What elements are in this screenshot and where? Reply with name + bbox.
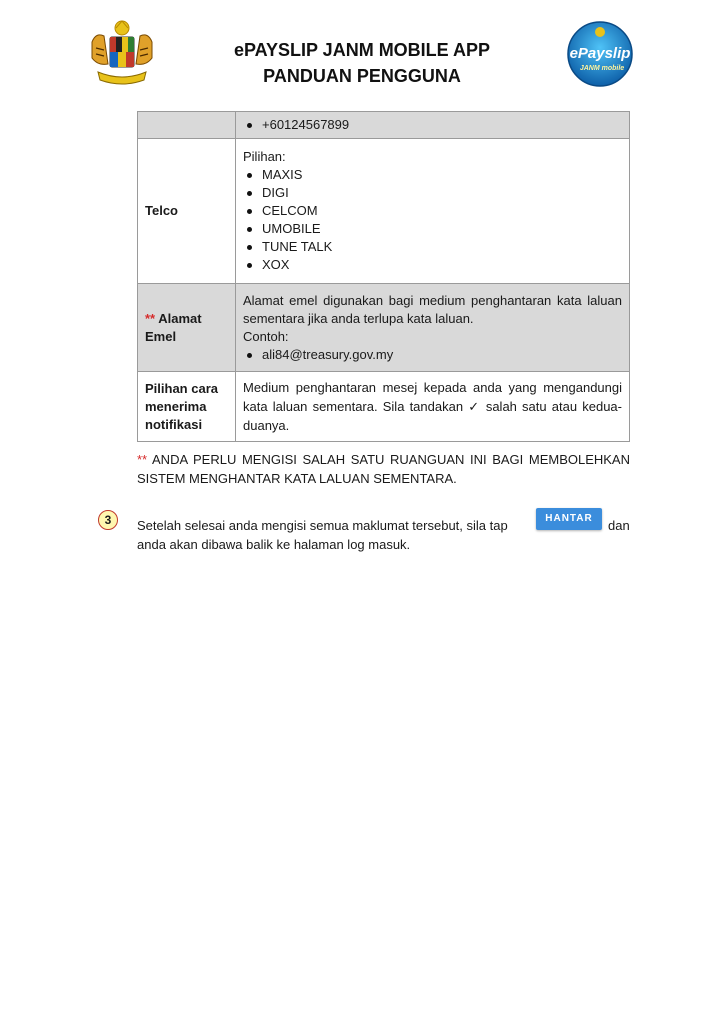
telco-options-list [243,166,622,274]
notification-label-line3: notifikasi [145,416,203,432]
email-desc-cell [236,284,630,372]
phone-desc-cell [236,112,630,139]
email-label-line1: Alamat [158,310,202,326]
hantar-button[interactable]: HANTAR [536,508,602,530]
required-marker: ** [145,310,156,326]
list-item: CELCOM [243,202,622,220]
telco-intro: Pilihan: [243,149,286,164]
required-note [137,450,630,488]
notification-label-line1: Pilihan cara [145,380,218,396]
notification-label-cell [138,372,236,442]
telco-label: Telco [138,139,236,284]
notification-label-line2: menerima [145,398,207,414]
list-item: DIGI [243,184,622,202]
epayslip-app-logo-icon [564,20,636,88]
table-row-phone [138,112,630,139]
document-title: ePAYSLIP JANM MOBILE APP [233,40,491,60]
list-item: MAXIS [243,166,622,184]
malaysia-coat-of-arms-icon [86,18,158,90]
email-label-line2: Emel [145,328,177,344]
table-row-notification [138,372,630,442]
email-description: Alamat emel digunakan bagi medium penghantaran kata laluan sementara jika anda terlupa kata laluan. [243,292,622,326]
step-text-line2: anda akan dibawa balik ke halaman log masuk. [137,537,411,552]
table-row-email [138,284,630,372]
notification-desc-before: Medium penghantaran mesej kepada anda yang mengandungi kata laluan sementara. Sila tandakan [243,380,622,414]
email-example-intro: Contoh: [243,328,289,344]
step-text-after: dan [608,518,630,533]
app-logo-text: ePayslip [569,45,631,62]
field-description-table [137,111,630,442]
email-example: ali84@treasury.gov.my [243,346,622,364]
telco-desc-cell [236,139,630,284]
email-label-cell [138,284,236,372]
table-row-telco [138,139,630,284]
step-text-before: Setelah selesai anda mengisi semua maklumat tersebut, sila tap [137,518,508,533]
list-item: TUNE TALK [243,238,622,256]
note-text: ANDA PERLU MENGISI SALAH SATU RUANGUAN INI BAGI MEMBOLEHKAN SISTEM MENGHANTAR KATA LALUAN SEMENTARA. [137,452,630,486]
list-item: UMOBILE [243,220,622,238]
phone-label-cell [138,112,236,139]
note-marker: ** [137,452,148,467]
document-subtitle: PANDUAN PENGGUNA [263,66,461,86]
notification-desc-cell [236,372,630,442]
phone-example: +60124567899 [243,116,622,134]
notification-desc-after: salah satu atau kedua-duanya. [243,399,622,433]
check-mark-icon: ✓ [468,399,481,414]
app-logo-subtext: JANM mobile [579,65,625,72]
list-item: XOX [243,256,622,274]
step-number-badge: 3 [98,510,118,530]
